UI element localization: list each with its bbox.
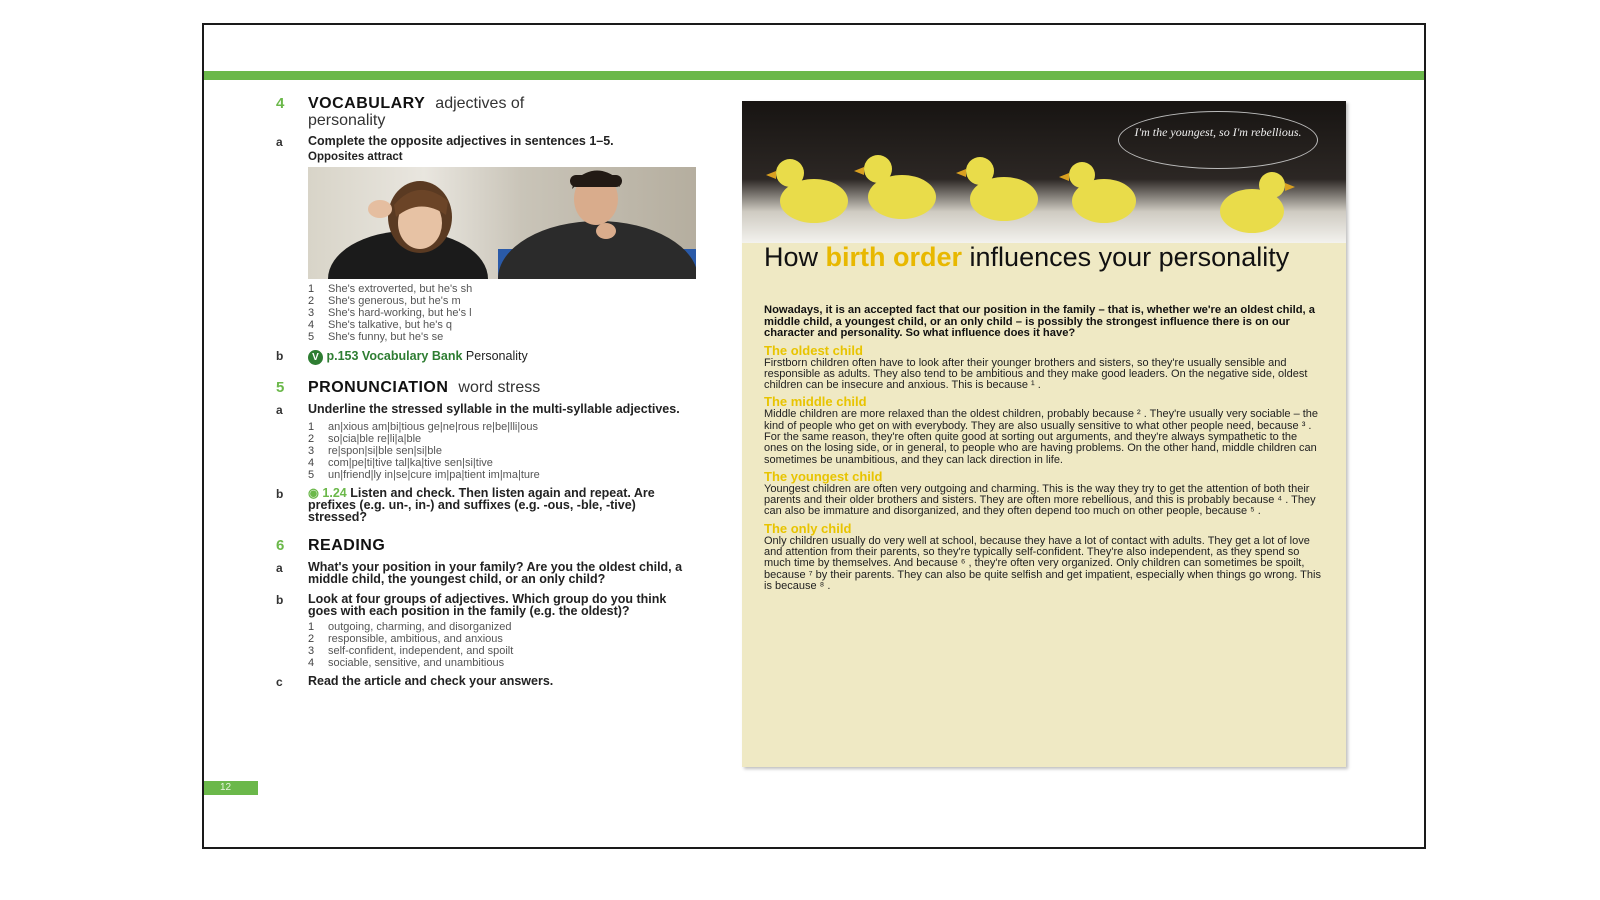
vocabulary-bank-icon: V [308,350,323,365]
article-section-heading: The youngest child [764,468,883,484]
pronunciation-heading [276,379,696,397]
reading-heading [276,537,696,555]
list-item: 4 She's talkative, but he's q [308,319,453,331]
article-paragraph: Middle children are more relaxed than the oldest children, probably because ² . They're usually very sociable – the kind of people who get on with everybody. They are also usually sensitive to what other people need, because ³ . For the same reason, they're often quite good at sorting out arguments, and they're always sympathetic to the ones on the losing side, or in general, to people who are having problems. On the other hand, middle children can sometimes be unambitious, and they can lack direction in life. [764,408,1319,466]
exercise-instruction: What's your position in your family? Are you the oldest child, a middle child, the youngest child, or an only child? [308,560,683,586]
audio-track-icon[interactable]: ◉ 1.24 [308,486,347,500]
exercise-instruction: Underline the stressed syllable in the multi-syllable adjectives. [308,402,680,416]
exercise-instruction: Look at four groups of adjectives. Which group do you think goes with each position in the family (e.g. the oldest)? [308,592,667,618]
exercise-label: b [276,349,284,363]
list-item: 1 She's extroverted, but he's sh [308,283,473,295]
exercise-label: b [276,593,284,607]
section-title: PRONUNCIATION [308,379,449,396]
section-subtitle: word stress [458,379,541,396]
couple-photo [308,167,696,279]
article-title: How birth order influences your personality [764,242,1290,272]
top-color-bar [204,71,1424,80]
list-item: 3 re|spon|si|ble sen|si|ble [308,445,442,457]
article-paragraph: Firstborn children often have to look after their younger brothers and sisters, so they're usually sensible and responsible as adults. They also tend to be ambitious and they make good leaders. On the negative side, oldest children can be insecure and anxious. This is because ¹ . [764,356,1308,392]
section-subtitle: adjectives of [435,95,525,112]
couple-illustration [308,167,696,279]
exercise-label: a [276,561,283,575]
section-subtitle-line2: personality [308,112,386,129]
vocabulary-heading [276,95,696,113]
list-item: 2 She's generous, but he's m [308,295,461,307]
left-column [276,95,696,689]
list-item: 4 sociable, sensitive, and unambitious [308,657,505,669]
article-section-heading: The middle child [764,394,867,410]
section-number: 4 [276,95,285,112]
article-paragraph: Only children usually do very well at school, because they have a lot of contact with adults. They get a lot of love and attention from their parents, so they're typically self-confident. They're also independent, as they spend so much time by themselves. And because ⁶ , they're often very organized. Only children can sometimes be spoilt, because ⁷ by their parents. They can also be quite selfish and get impatient, especially when things go wrong. This is because ⁸ . [764,534,1321,592]
exercise-label: b [276,487,284,501]
textbook-page [202,23,1426,849]
article-section-heading: The only child [764,520,852,536]
vocabulary-bank-link[interactable]: V p.153 Vocabulary Bank Personality [308,349,528,365]
article-section-heading: The oldest child [764,342,863,358]
adjective-groups-list [276,621,696,669]
list-item: 5 She's funny, but he's se [308,331,444,343]
page-number: 12 [204,781,258,795]
ducklings-photo [742,101,1346,243]
article-paragraph: Youngest children are often very outgoing and charming. This is the way they try to get the attention of both their parents and their older brothers and sisters. They are often more rebellious, and this is probably because ⁴ . They can also be immature and disorganized, and they often depend too much on other people, because ⁵ . [764,482,1316,518]
section-number: 5 [276,379,285,396]
list-item: 3 self-confident, independent, and spoilt [308,645,514,657]
section-title: READING [308,537,386,554]
list-item: 5 un|friend|ly in|se|cure im|pa|tient im|ma|ture [308,469,540,481]
list-item: 2 so|cia|ble re|li|a|ble [308,433,422,445]
list-item: 4 com|pe|ti|tive tal|ka|tive sen|si|tive [308,457,493,469]
list-item: 1 outgoing, charming, and disorganized [308,621,512,633]
photo-subheading: Opposites attract [308,151,403,163]
exercise-instruction: Read the article and check your answers. [308,674,554,688]
list-item: 3 She's hard-working, but he's l [308,307,472,319]
article-panel [742,101,1346,767]
article-intro: Nowadays, it is an accepted fact that our position in the family – that is, whether we're an oldest child, a middle child, a youngest child, or an only child – is possibly the strongest influence there is on our character and personality. So what influence does it have? [764,304,1315,339]
list-item: 2 responsible, ambitious, and anxious [308,633,503,645]
exercise-label: c [276,675,283,689]
exercise-label: a [276,135,283,149]
word-stress-list [276,421,696,481]
list-item: 1 an|xious am|bi|tious ge|ne|rous re|be|lli|ous [308,421,538,433]
exercise-instruction: ◉ 1.24 Listen and check. Then listen again and repeat. Are prefixes (e.g. un-, in-) and suffixes (e.g. -ous, -ble, -tive) stressed? [308,486,655,524]
exercise-label: a [276,403,283,417]
article-body [764,305,1324,592]
sentence-list [276,283,696,343]
exercise-instruction: Complete the opposite adjectives in sentences 1–5. [308,134,614,148]
section-title: VOCABULARY [308,95,426,112]
speech-bubble: I'm the youngest, so I'm rebellious. [1118,111,1318,169]
section-number: 6 [276,537,285,554]
